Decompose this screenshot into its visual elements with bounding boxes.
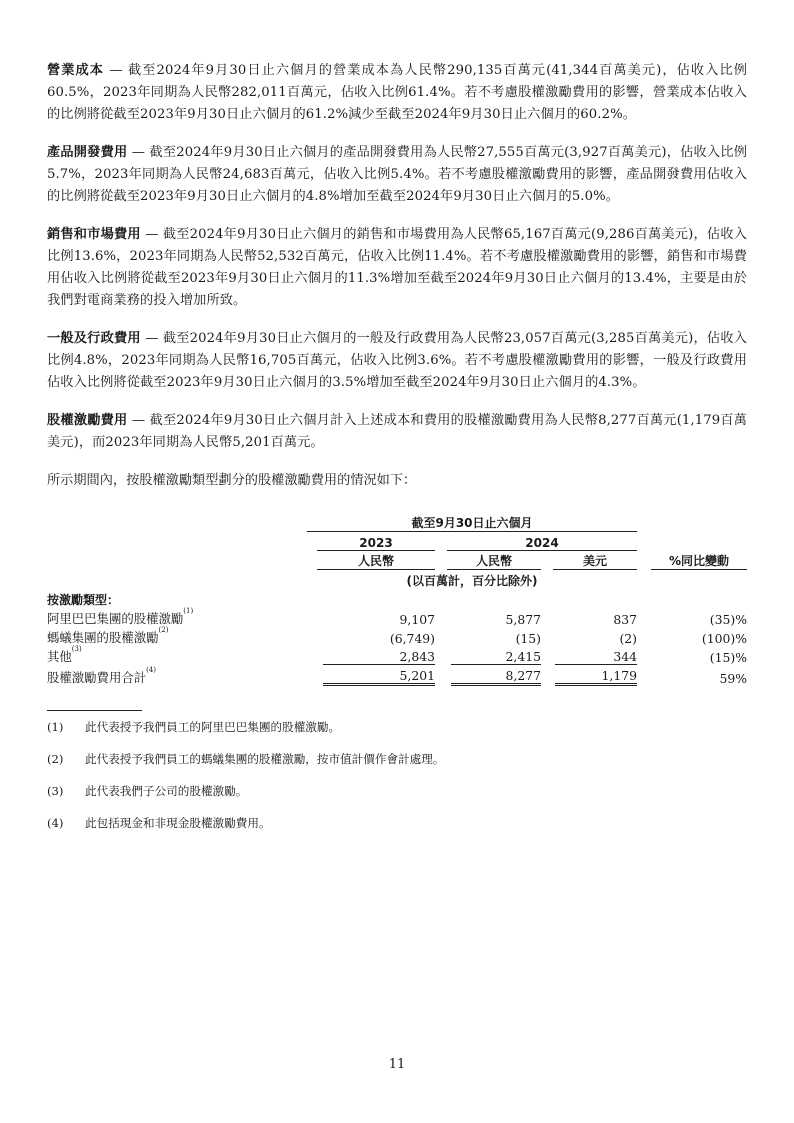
footnote-marker: (1) xyxy=(183,607,194,615)
em-dash: — xyxy=(131,145,146,160)
table-intro: 所示期間內，按股權激勵類型劃分的股權激勵費用的情況如下： xyxy=(47,473,417,488)
section-label-row xyxy=(47,589,747,608)
paragraph-product-development xyxy=(47,142,747,208)
col-rmb-2024: 人民幣 xyxy=(447,552,541,570)
paragraph-sales-marketing xyxy=(47,224,747,312)
footnote-number: (3) xyxy=(47,784,64,798)
footnote-text: 此代表我們子公司的股權激勵。 xyxy=(85,784,248,798)
cell-yoy: (15)% xyxy=(709,650,747,665)
col-yoy-change: %同比變動 xyxy=(651,552,747,570)
cell-2024-usd: 344 xyxy=(555,649,637,665)
share-based-compensation-table xyxy=(47,512,747,686)
paragraph-cost-of-revenue xyxy=(47,60,747,126)
paragraph-title: 營業成本 xyxy=(47,63,105,78)
footnote-text: 此包括現金和非現金股權激勵費用。 xyxy=(85,816,271,830)
cell-2023-rmb: 9,107 xyxy=(399,612,435,627)
footnote-marker: (3) xyxy=(71,645,82,653)
em-dash: — xyxy=(131,413,146,428)
year-2023-header: 2023 xyxy=(317,536,435,551)
footnote-text: 此代表授予我們員工的螞蟻集團的股權激勵，按市值計價作會計處理。 xyxy=(85,752,445,766)
paragraph-text: 截至2024年9月30日止六個月的一般及行政費用為人民幣23,057百萬元(3,285百萬美元)，佔收入比例4.8%，2023年同期為人民幣16,705百萬元，佔收入比例3.6%。若不考慮股權激勵費用的影響，一般及行政費用佔收入比例將從截至2023年9月30日止六個月的3.5%增加至截至2024年9月30日止六個月的4.3%。 xyxy=(47,331,748,390)
paragraph-title: 產品開發費用 xyxy=(47,145,128,160)
cell-2023-rmb: 2,843 xyxy=(323,649,435,665)
cell-2024-rmb: 5,877 xyxy=(505,612,541,627)
footnote-number: (4) xyxy=(47,816,64,830)
footnote-marker: (4) xyxy=(146,666,157,674)
table-total-row xyxy=(47,665,747,686)
table-header-years xyxy=(47,532,747,552)
section-label: 按激勵類型： xyxy=(47,593,120,607)
paragraph-text: 截至2024年9月30日止六個月計入上述成本和費用的股權激勵費用為人民幣8,277百萬元(1,179百萬美元)，而2023年同期為人民幣5,201百萬元。 xyxy=(47,413,747,450)
total-2024-usd: 1,179 xyxy=(555,665,637,686)
row-label: 其他 xyxy=(47,649,72,664)
footnote-number: (2) xyxy=(47,752,64,766)
footnote-number: (1) xyxy=(47,720,64,734)
paragraph-general-administrative xyxy=(47,328,747,394)
paragraph-text: 截至2024年9月30日止六個月的產品開發費用為人民幣27,555百萬元(3,927百萬美元)，佔收入比例5.7%，2023年同期為人民幣24,683百萬元，佔收入比例5.4%。若不考慮股權激勵費用的影響，產品開發費用佔收入的比例將從截至2023年9月30日止六個月的4.8%增加至截至2024年9月30日止六個月的5.0%。 xyxy=(47,145,747,204)
total-2024-rmb: 8,277 xyxy=(451,665,541,686)
table-row xyxy=(47,608,747,627)
paragraph-text: 截至2024年9月30日止六個月的營業成本為人民幣290,135百萬元(41,344百萬美元)，佔收入比例60.5%，2023年同期為人民幣282,011百萬元，佔收入比例61.4%。若不考慮股權激勵費用的影響，營業成本佔收入的比例將從截至2023年9月30日止六個月的61.2%減少至截至2024年9月30日止六個月的60.2%。 xyxy=(47,63,748,122)
footnote xyxy=(47,751,747,767)
paragraph-title: 一般及行政費用 xyxy=(47,331,141,346)
paragraph-text: 截至2024年9月30日止六個月的銷售和市場費用為人民幣65,167百萬元(9,286百萬美元)，佔收入比例13.6%，2023年同期為人民幣52,532百萬元，佔收入比例11.4%。若不考慮股權激勵費用的影響，銷售和市場費用佔收入比例將從截至2023年9月30日止六個月的11.3%增加至截至2024年9月30日止六個月的13.4%，主要是由於我們對電商業務的投入增加所致。 xyxy=(47,227,748,308)
footnote xyxy=(47,815,747,831)
em-dash: — xyxy=(145,331,159,346)
cell-yoy: (100)% xyxy=(701,631,747,646)
page-number: 11 xyxy=(388,1057,406,1072)
total-label: 股權激勵費用合計 xyxy=(47,670,147,685)
table-row xyxy=(47,627,747,646)
footnote-marker: (2) xyxy=(158,626,169,634)
cell-2024-rmb: 2,415 xyxy=(451,649,541,665)
period-header: 截至9月30日止六個月 xyxy=(307,512,637,532)
row-label: 阿里巴巴集團的股權激勵 xyxy=(47,611,184,626)
table-header-currency xyxy=(47,551,747,570)
em-dash: — xyxy=(109,63,123,78)
cell-yoy: (35)% xyxy=(709,612,747,627)
footnote xyxy=(47,719,747,735)
cell-2024-usd: (2) xyxy=(619,631,637,646)
row-label: 螞蟻集團的股權激勵 xyxy=(47,630,159,645)
footnote-text: 此代表授予我們員工的阿里巴巴集團的股權激勵。 xyxy=(85,720,341,734)
col-rmb-2023: 人民幣 xyxy=(317,552,435,570)
table-unit-note-row xyxy=(47,570,747,589)
paragraph-title: 股權激勵費用 xyxy=(47,413,128,428)
em-dash: — xyxy=(145,227,159,242)
year-2024-header: 2024 xyxy=(447,536,637,551)
document-body xyxy=(47,60,747,847)
paragraph-share-based-compensation xyxy=(47,410,747,454)
table-header-period xyxy=(47,512,747,532)
total-2023-rmb: 5,201 xyxy=(323,665,435,686)
cell-2024-usd: 837 xyxy=(613,612,637,627)
table-row xyxy=(47,646,747,665)
footnote-divider xyxy=(47,710,142,711)
total-yoy: 59% xyxy=(719,671,747,686)
col-usd-2024: 美元 xyxy=(553,552,637,570)
cell-2023-rmb: (6,749) xyxy=(389,631,435,646)
footnote xyxy=(47,783,747,799)
paragraph-title: 銷售和市場費用 xyxy=(47,227,141,242)
unit-note: (以百萬計，百分比除外) xyxy=(406,574,538,588)
cell-2024-rmb: (15) xyxy=(515,631,541,646)
